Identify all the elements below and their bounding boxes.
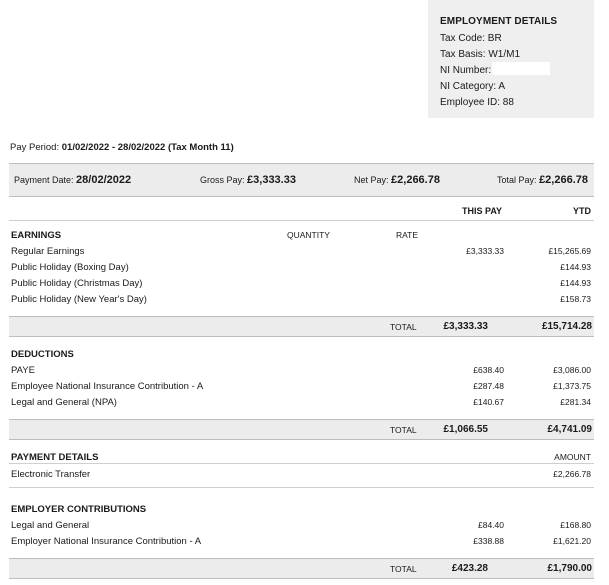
gross-pay-value: £3,333.33 [247,174,296,186]
earnings-total-ytd: £15,714.28 [541,321,592,332]
earnings-row-ytd: £15,265.69 [548,246,591,256]
earnings-row-label: Public Holiday (New Year's Day) [11,294,147,305]
payment-date-value: 28/02/2022 [76,174,132,186]
tax-code: Tax Code: BR [440,33,502,44]
earnings-total-this-pay: £3,333.33 [443,321,488,332]
pay-period [10,142,234,153]
contribution-row-ytd: £1,621.20 [553,536,591,546]
deductions-title: DEDUCTIONS [11,349,74,360]
employer-contributions-total-bar [9,558,594,579]
payment-method: Electronic Transfer [11,469,91,480]
employer-contributions-title: EMPLOYER CONTRIBUTIONS [11,504,147,515]
rate-header: RATE [396,230,419,240]
deductions-total-ytd: £4,741.09 [547,424,592,435]
contribution-row-label: Employer National Insurance Contribution - A [11,536,202,547]
contribution-row-label: Legal and General [11,520,90,531]
deductions-total-this-pay: £1,066.55 [443,424,488,435]
earnings-total-bar [9,316,594,337]
employer-contributions-total-label: TOTAL [390,564,417,574]
payment-amount: £2,266.78 [553,469,591,479]
earnings-row-label: Public Holiday (Boxing Day) [11,262,129,273]
deductions-row-ytd: £281.34 [560,397,591,407]
net-pay-label: Net Pay: [354,175,389,185]
amount-header: AMOUNT [554,452,591,462]
deductions-row-ytd: £1,373.75 [553,381,591,391]
ni-category: NI Category: A [440,81,506,92]
employer-contributions-total-ytd: £1,790.00 [547,563,592,574]
deductions-total-bar [9,419,594,440]
net-pay [354,174,440,186]
employee-id: Employee ID: 88 [440,97,514,108]
employment-details-panel [428,0,594,118]
divider [9,487,594,488]
payment-date [14,174,131,186]
deductions-total-label: TOTAL [390,425,417,435]
deductions-row-this-pay: £140.67 [473,397,504,407]
earnings-row-ytd: £144.93 [560,278,591,288]
earnings-row-this-pay: £3,333.33 [466,246,504,256]
pay-period-value: 01/02/2022 - 28/02/2022 (Tax Month 11) [61,142,234,153]
ytd-header: YTD [573,206,591,216]
deductions-row-this-pay: £287.48 [473,381,504,391]
earnings-row-ytd: £158.73 [560,294,591,304]
divider [9,463,594,464]
ni-number-label: NI Number: [440,65,492,76]
payment-date-label: Payment Date: [14,175,74,185]
deductions-row-label: Legal and General (NPA) [11,397,117,408]
this-pay-header: THIS PAY [462,206,503,216]
total-pay-value: £2,266.78 [539,174,588,186]
contribution-row-this-pay: £84.40 [478,520,504,530]
contribution-row-this-pay: £338.88 [473,536,504,546]
deductions-row-label: PAYE [11,365,35,376]
employer-contributions-total-this-pay: £423.28 [451,563,488,574]
gross-pay-label: Gross Pay: [200,175,245,185]
divider [9,220,594,221]
pay-period-label: Pay Period: [10,142,60,153]
payment-details-title: PAYMENT DETAILS [11,452,99,463]
pay-summary-bar [9,163,594,197]
earnings-title: EARNINGS [11,230,62,241]
deductions-row-label: Employee National Insurance Contribution - A [11,381,204,392]
contribution-row-ytd: £168.80 [560,520,591,530]
deductions-row-ytd: £3,086.00 [553,365,591,375]
quantity-header: QUANTITY [287,230,330,240]
total-pay [497,174,588,186]
net-pay-value: £2,266.78 [391,174,440,186]
total-pay-label: Total Pay: [497,175,537,185]
earnings-row-label: Regular Earnings [11,246,85,257]
employment-details-title: EMPLOYMENT DETAILS [440,16,558,27]
tax-basis: Tax Basis: W1/M1 [440,49,521,60]
earnings-row-label: Public Holiday (Christmas Day) [11,278,143,289]
ni-number-redacted [492,62,550,75]
deductions-row-this-pay: £638.40 [473,365,504,375]
earnings-row-ytd: £144.93 [560,262,591,272]
earnings-total-label: TOTAL [390,322,417,332]
gross-pay [200,174,296,186]
